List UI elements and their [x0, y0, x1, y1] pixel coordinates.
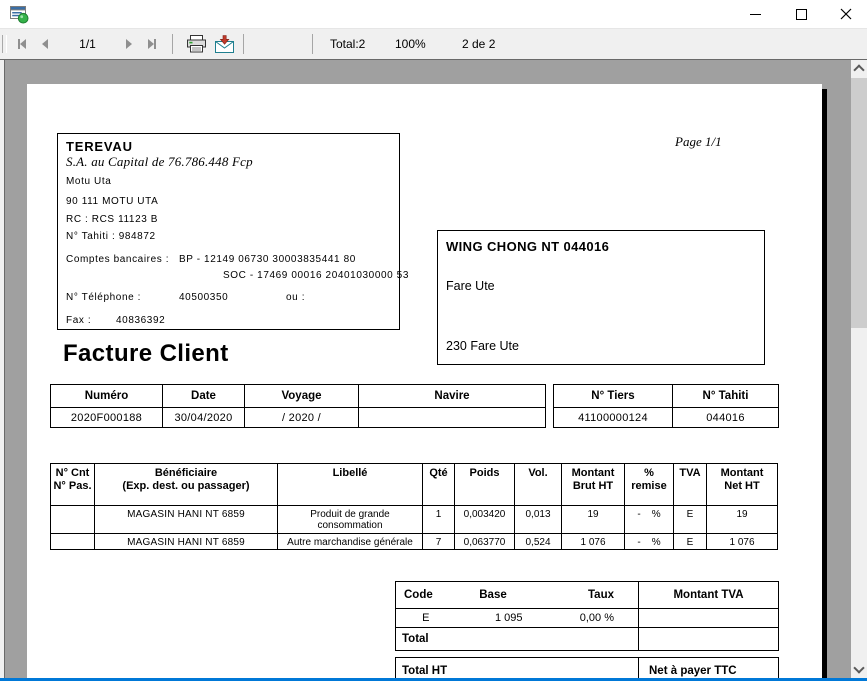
company-address2: 90 111 MOTU UTA	[66, 196, 159, 207]
total-ht-label: Total HT	[402, 665, 448, 677]
column-header: Bénéficiaire (Exp. dest. ou passager)	[95, 464, 278, 506]
gross-amount-cell: 1 076	[562, 534, 625, 550]
maximize-button[interactable]	[784, 0, 818, 28]
column-header: Navire	[359, 385, 546, 408]
toolbar-grip	[2, 35, 7, 53]
column-header: Code	[404, 589, 433, 601]
vertical-scrollbar[interactable]	[851, 60, 867, 678]
column-header: Montant Net HT	[707, 464, 778, 506]
column-header: N° Cnt N° Pas.	[51, 464, 95, 506]
column-header: Montant TVA	[639, 582, 779, 609]
invoice-number: 2020F000188	[51, 408, 163, 428]
volume-cell: 0,013	[515, 506, 562, 534]
net-amount-cell: 19	[707, 506, 778, 534]
qty-cell: 7	[423, 534, 455, 550]
toolbar	[0, 28, 867, 59]
client-line2: 230 Fare Ute	[446, 339, 519, 353]
invoice-date: 30/04/2020	[163, 408, 245, 428]
invoice-voyage: / 2020 /	[245, 408, 359, 428]
table-row	[51, 506, 778, 534]
vat-amount	[639, 609, 779, 628]
gross-amount-cell: 19	[562, 506, 625, 534]
column-header: TVA	[674, 464, 707, 506]
column-header: N° Tiers	[554, 385, 673, 408]
column-header: Voyage	[245, 385, 359, 408]
beneficiary-cell: MAGASIN HANI NT 6859	[95, 534, 278, 550]
volume-cell: 0,524	[515, 534, 562, 550]
export-envelope-icon	[214, 35, 235, 53]
company-fax: 40836392	[116, 315, 166, 326]
table-row	[396, 628, 779, 651]
column-header: Libellé	[278, 464, 423, 506]
column-header: Date	[163, 385, 245, 408]
page-position-label: 2 de 2	[462, 37, 496, 51]
close-icon	[840, 8, 852, 20]
previous-page-icon	[42, 39, 48, 49]
printer-icon	[186, 35, 207, 53]
document-title: Facture Client	[63, 340, 229, 367]
toolbar-separator	[243, 34, 244, 54]
company-rc: RC : RCS 11123 B	[66, 214, 159, 225]
beneficiary-cell: MAGASIN HANI NT 6859	[95, 506, 278, 534]
discount-cell: - %	[625, 506, 674, 534]
table-row	[396, 658, 779, 679]
weight-cell: 0,063770	[455, 534, 515, 550]
vat-summary-table	[395, 581, 779, 651]
vat-total-amount	[639, 628, 779, 651]
company-fax-label: Fax :	[66, 315, 92, 326]
vat-code-cell: E	[674, 506, 707, 534]
company-phone-or: ou :	[286, 292, 306, 303]
close-button[interactable]	[829, 0, 863, 28]
totals-table	[395, 657, 779, 678]
report-viewer-icon	[10, 5, 30, 24]
company-bank-label: Comptes bancaires :	[66, 254, 170, 265]
document-page	[27, 84, 822, 678]
company-address1: Motu Uta	[66, 176, 112, 187]
zoom-level-label: 100%	[395, 37, 426, 51]
last-page-button[interactable]	[148, 29, 156, 59]
tahiti-number: 044016	[673, 408, 779, 428]
weight-cell: 0,003420	[455, 506, 515, 534]
print-button[interactable]	[186, 29, 207, 59]
column-header: Vol.	[515, 464, 562, 506]
label-cell: Produit de grande consommation	[278, 506, 423, 534]
column-header: Montant Brut HT	[562, 464, 625, 506]
toolbar-separator	[172, 34, 173, 54]
client-line1: Fare Ute	[446, 279, 495, 293]
invoice-navire	[359, 408, 546, 428]
title-bar	[0, 0, 867, 28]
maximize-icon	[796, 9, 807, 20]
column-header: % remise	[625, 464, 674, 506]
chevron-down-icon	[853, 662, 864, 673]
vat-code-cell: E	[674, 534, 707, 550]
invoice-lines-table	[50, 463, 778, 550]
company-phone-label: N° Téléphone :	[66, 292, 142, 303]
page-indicator: 1/1	[79, 37, 96, 51]
toolbar-separator	[312, 34, 313, 54]
minimize-icon	[750, 14, 761, 15]
vat-rate: 0,00 %	[531, 609, 639, 628]
company-bank-bp: BP - 12149 06730 30003835441 80	[179, 254, 356, 265]
client-name: WING CHONG NT 044016	[446, 239, 610, 254]
previous-page-button[interactable]	[42, 29, 48, 59]
column-header: N° Tahiti	[673, 385, 779, 408]
table-row	[554, 408, 779, 428]
company-phone: 40500350	[179, 292, 229, 303]
discount-cell: - %	[625, 534, 674, 550]
net-payable-label: Net à payer TTC	[639, 658, 779, 679]
vat-base: 1 095	[456, 609, 531, 628]
vat-total-label: Total	[396, 628, 639, 651]
scroll-up-button[interactable]	[851, 60, 867, 77]
export-button[interactable]	[214, 29, 235, 59]
net-amount-cell: 1 076	[707, 534, 778, 550]
column-header: Taux	[588, 589, 614, 601]
minimize-button[interactable]	[738, 0, 772, 28]
company-info-box	[57, 133, 410, 330]
company-tahiti-number: N° Tahiti : 984872	[66, 231, 156, 242]
column-header: Base	[479, 589, 507, 601]
client-address-box	[437, 230, 765, 365]
scrollbar-thumb[interactable]	[851, 78, 867, 328]
next-page-icon	[126, 39, 132, 49]
column-header: Numéro	[51, 385, 163, 408]
scroll-down-button[interactable]	[851, 661, 867, 678]
total-pages-label: Total:2	[330, 37, 366, 51]
table-row	[51, 534, 778, 550]
label-cell: Autre marchandise générale	[278, 534, 423, 550]
chevron-up-icon	[853, 64, 864, 75]
next-page-button[interactable]	[126, 29, 132, 59]
company-name: TEREVAU	[66, 139, 133, 154]
first-page-button[interactable]	[18, 29, 26, 59]
tiers-number: 41100000124	[554, 408, 673, 428]
tiers-table	[553, 384, 779, 428]
company-bank-soc: SOC - 17469 00016 20401030000 53	[223, 270, 410, 281]
document-viewer	[5, 60, 851, 678]
invoice-header-table	[50, 384, 546, 428]
company-legal: S.A. au Capital de 76.786.448 Fcp	[66, 154, 253, 169]
vat-code: E	[396, 609, 456, 628]
qty-cell: 1	[423, 506, 455, 534]
column-header: Qté	[423, 464, 455, 506]
column-header: Poids	[455, 464, 515, 506]
table-row	[396, 609, 779, 628]
table-row	[51, 408, 546, 428]
page-marker: Page 1/1	[675, 134, 722, 149]
